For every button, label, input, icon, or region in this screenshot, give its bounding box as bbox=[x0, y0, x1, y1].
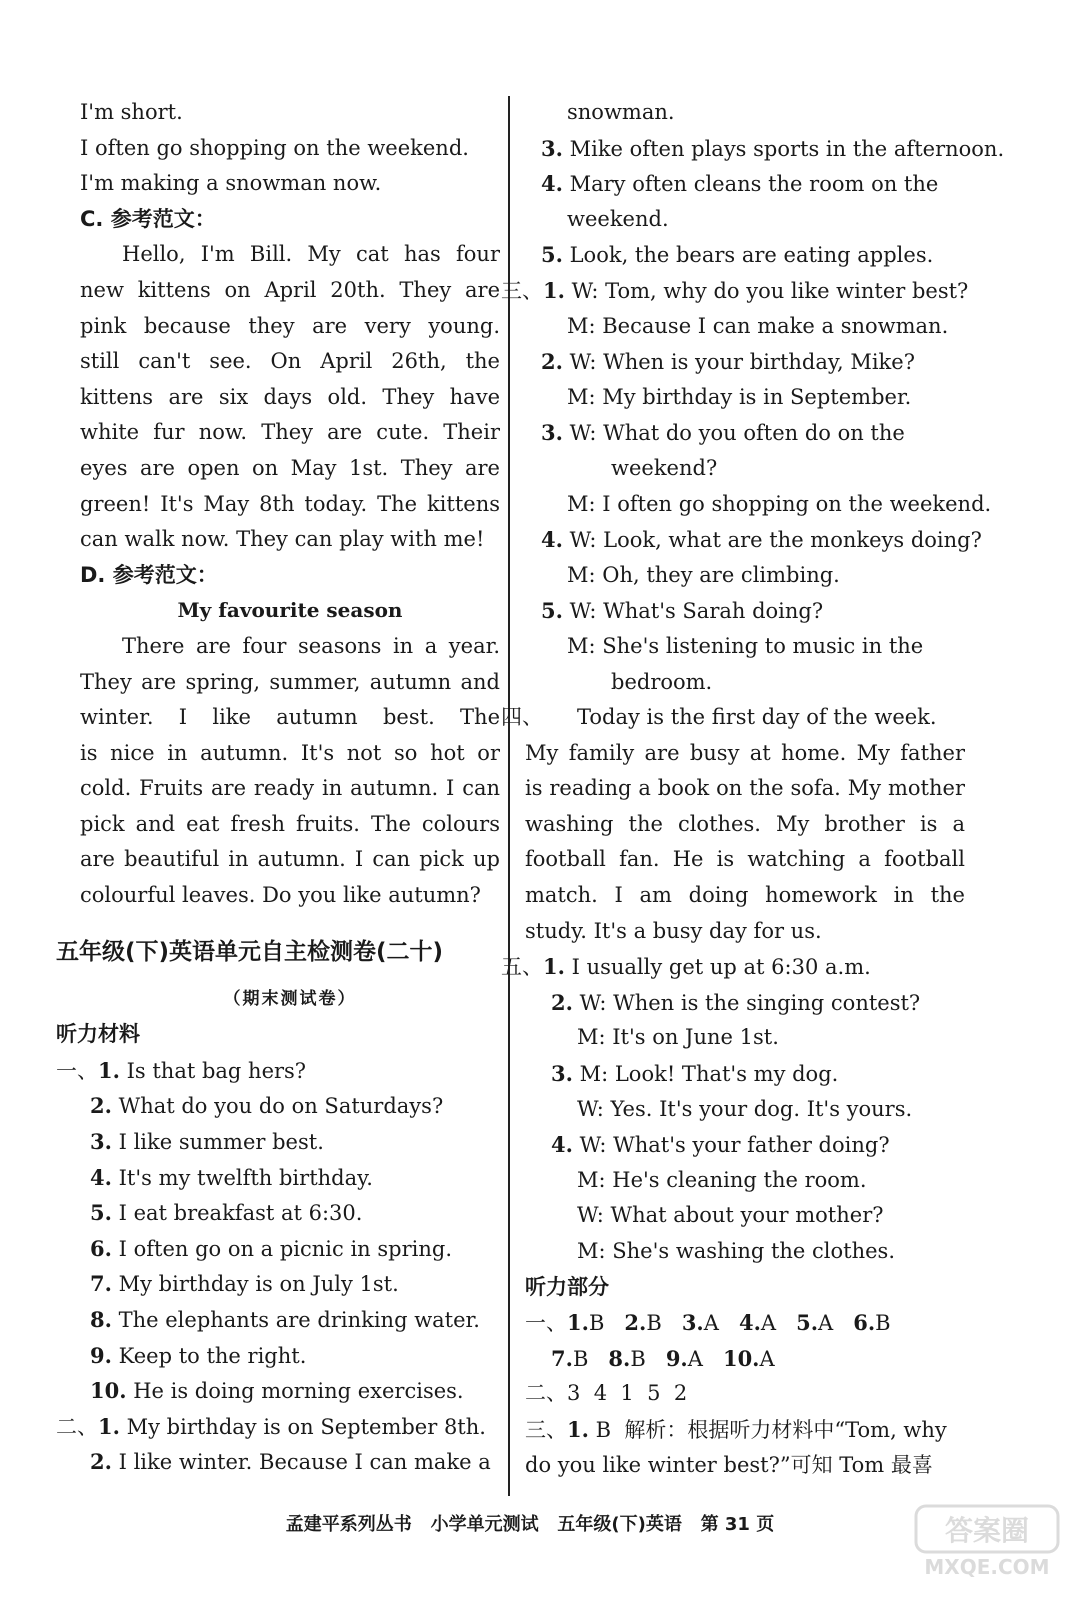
essay-c-line: can walk now. They can play with me! bbox=[80, 527, 485, 552]
list-item bbox=[80, 1444, 500, 1480]
dialogue-w: W: When is the singing contest? bbox=[572, 990, 921, 1015]
item-text: Is that bag hers? bbox=[119, 1058, 307, 1083]
item-number: 4. bbox=[551, 1132, 573, 1158]
item-text: He is doing morning exercises. bbox=[126, 1379, 464, 1404]
essay-c-line: eyes are open on May 1st. They are bbox=[80, 455, 500, 480]
section-label: 五、 bbox=[501, 955, 543, 980]
section-label: 三、 bbox=[501, 278, 543, 303]
answer-value: B bbox=[630, 1346, 646, 1371]
item-number: 2. bbox=[90, 1093, 112, 1119]
item-number: 4. bbox=[541, 527, 563, 553]
dialogue-w: W: What about your mother? bbox=[577, 1203, 884, 1228]
item-number: 2. bbox=[90, 1449, 112, 1475]
answer-row bbox=[525, 1305, 965, 1341]
essay-d-line: pick and eat fresh fruits. The colours bbox=[80, 811, 500, 836]
dialogue-w: W: What do you often do on the bbox=[562, 421, 905, 446]
answer-value: B bbox=[875, 1311, 891, 1336]
passage-line: match. I am doing homework in the bbox=[525, 883, 965, 908]
dialogue-w: W: What's your father doing? bbox=[572, 1133, 890, 1158]
item-number: 10. bbox=[90, 1378, 127, 1404]
watermark-url: MXQE.COM bbox=[924, 1555, 1050, 1579]
item-number: 5. bbox=[541, 242, 563, 268]
answer-value: A bbox=[818, 1311, 834, 1336]
answer-value: A bbox=[759, 1346, 775, 1371]
item-number: 1. bbox=[98, 1057, 120, 1083]
item-text: I eat breakfast at 6:30. bbox=[111, 1201, 363, 1226]
dialogue-item bbox=[525, 344, 965, 380]
section-label: 一、 bbox=[525, 1311, 567, 1336]
item-text: I usually get up at 6:30 a.m. bbox=[564, 955, 871, 980]
essay-d-line: colourful leaves. Do you like autumn? bbox=[80, 883, 481, 908]
essay-d-title: My favourite season bbox=[177, 598, 403, 623]
answer-number: 9. bbox=[665, 1345, 688, 1371]
dialogue-cont: bedroom. bbox=[611, 669, 713, 694]
essay-c-line: green! It's May 8th today. The kittens bbox=[80, 491, 500, 516]
item-number: 5. bbox=[541, 598, 563, 624]
watermark-logo bbox=[912, 1502, 1062, 1582]
item-text: It's my twelfth birthday. bbox=[111, 1165, 373, 1190]
item-number: 1. bbox=[543, 277, 565, 303]
answer-explanation: 解析：根据听力材料中“Tom, why bbox=[611, 1417, 947, 1442]
answer-row bbox=[525, 1412, 965, 1448]
answer-value: B bbox=[572, 1346, 589, 1371]
answer-number: 1. bbox=[567, 1310, 589, 1336]
item-number: 9. bbox=[90, 1342, 112, 1368]
text-line: snowman. bbox=[567, 100, 675, 124]
item-text: Look, the bears are eating apples. bbox=[562, 243, 934, 268]
essay-c-line: new kittens on April 20th. They are bbox=[80, 277, 500, 302]
essay-c-line: white fur now. They are cute. Their bbox=[80, 420, 500, 445]
watermark-label: 答案圈 bbox=[944, 1514, 1030, 1547]
item-text: I like winter. Because I can make a bbox=[111, 1450, 491, 1475]
dialogue-m: M: She's listening to music in the bbox=[567, 633, 924, 658]
item-number: 2. bbox=[551, 989, 573, 1015]
dialogue-item bbox=[525, 1056, 965, 1092]
item-number: 3. bbox=[541, 135, 563, 161]
item-text: What do you do on Saturdays? bbox=[111, 1094, 444, 1119]
item-number: 6. bbox=[90, 1235, 112, 1261]
answer-number: 4. bbox=[738, 1310, 761, 1336]
item-number: 3. bbox=[551, 1061, 573, 1087]
answer-number: 8. bbox=[608, 1345, 631, 1371]
answer-explanation: do you like winter best?”可知 Tom 最喜 bbox=[525, 1452, 933, 1477]
listening-heading: 听力材料 bbox=[56, 1022, 140, 1047]
answer-number: 7. bbox=[551, 1345, 573, 1371]
answer-number: 2. bbox=[624, 1310, 647, 1336]
list-item bbox=[525, 131, 1005, 167]
answer-row bbox=[525, 1376, 965, 1412]
list-item bbox=[80, 1373, 500, 1409]
list-item bbox=[80, 1160, 500, 1196]
test-title: 五年级(下)英语单元自主检测卷(二十) bbox=[56, 938, 444, 965]
item-number: 4. bbox=[90, 1164, 112, 1190]
answer-value: B bbox=[646, 1311, 662, 1336]
list-item bbox=[525, 237, 965, 273]
item-text: Mike often plays sports in the afternoon. bbox=[562, 136, 1005, 161]
item-number: 4. bbox=[541, 171, 563, 197]
section-label: 二、 bbox=[56, 1414, 98, 1439]
essay-d-line: is nice in autumn. It's not so hot or bbox=[80, 740, 500, 765]
passage-line: My family are busy at home. My father bbox=[525, 740, 965, 765]
item-number: 7. bbox=[90, 1271, 112, 1297]
answer-value: A bbox=[760, 1311, 777, 1336]
test-subtitle: （期末测试卷） bbox=[223, 988, 357, 1009]
dialogue-m: M: Look! That's my dog. bbox=[572, 1062, 839, 1087]
dialogue-item bbox=[525, 415, 965, 451]
passage-line: study. It's a busy day for us. bbox=[525, 918, 822, 943]
section-label: 三、 bbox=[525, 1417, 567, 1442]
dialogue-m: M: Because I can make a snowman. bbox=[567, 313, 949, 338]
dialogue-item bbox=[525, 593, 965, 629]
passage-line bbox=[501, 700, 965, 736]
dialogue-m: M: I often go shopping on the weekend. bbox=[567, 491, 992, 516]
answer-value: A bbox=[687, 1346, 703, 1371]
item-text: My birthday is on September 8th. bbox=[119, 1414, 486, 1439]
page-footer: 孟建平系列丛书 小学单元测试 五年级(下)英语 第 31 页 bbox=[285, 1514, 775, 1535]
dialogue-m: M: He's cleaning the room. bbox=[577, 1167, 867, 1192]
dialogue-cont: weekend? bbox=[611, 455, 718, 480]
list-item bbox=[80, 1088, 500, 1124]
list-item bbox=[80, 1231, 500, 1267]
section-c-label: C. 参考范文： bbox=[80, 206, 216, 231]
section-label: 一、 bbox=[56, 1058, 98, 1083]
dialogue-w: W: Look, what are the monkeys doing? bbox=[562, 528, 982, 553]
essay-c-line: Hello, I'm Bill. My cat has four bbox=[122, 242, 500, 267]
essay-d-line: They are spring, summer, autumn and bbox=[80, 669, 500, 694]
dialogue-item bbox=[525, 522, 982, 558]
item-number: 3. bbox=[541, 420, 563, 446]
section-d-label: D. 参考范文： bbox=[80, 562, 218, 587]
answer-number: 5. bbox=[796, 1310, 819, 1336]
dialogue-item bbox=[525, 1127, 965, 1163]
item-text: I like summer best. bbox=[111, 1130, 324, 1155]
passage-text: Today is the first day of the week. bbox=[577, 705, 937, 730]
dialogue-m: M: It's on June 1st. bbox=[577, 1025, 779, 1050]
answer-row bbox=[525, 1341, 965, 1377]
answer-number: 1. bbox=[567, 1416, 589, 1442]
watermark-icon bbox=[912, 1502, 1062, 1582]
item-text: The elephants are drinking water. bbox=[111, 1308, 480, 1332]
list-item bbox=[80, 1195, 500, 1231]
list-item bbox=[80, 1338, 500, 1374]
text-line: weekend. bbox=[567, 206, 669, 231]
item-number: 1. bbox=[98, 1413, 120, 1439]
dialogue-w: W: Tom, why do you like winter best? bbox=[564, 278, 969, 303]
answer-number: 10. bbox=[722, 1345, 760, 1371]
item-number: 3. bbox=[90, 1129, 112, 1155]
dialogue-item bbox=[525, 985, 965, 1021]
list-item bbox=[56, 1409, 500, 1445]
essay-d-line: cold. Fruits are ready in autumn. I can bbox=[80, 776, 500, 801]
text-line: I'm short. bbox=[80, 100, 183, 124]
answers-heading: 听力部分 bbox=[525, 1274, 609, 1299]
passage-line: washing the clothes. My brother is a bbox=[525, 811, 965, 836]
text-line: I often go shopping on the weekend. bbox=[80, 135, 469, 160]
item-number: 2. bbox=[541, 349, 563, 375]
list-item bbox=[501, 949, 965, 985]
section-label: 二、 bbox=[525, 1381, 567, 1406]
item-text: Keep to the right. bbox=[111, 1343, 307, 1368]
item-number: 1. bbox=[543, 954, 565, 980]
essay-c-line: pink because they are very young. bbox=[80, 313, 500, 338]
text-line: I'm making a snowman now. bbox=[80, 171, 382, 196]
list-item bbox=[56, 1053, 500, 1089]
essay-d-line: winter. I like autumn best. The bbox=[80, 705, 500, 730]
dialogue-m: M: My birthday is in September. bbox=[567, 384, 912, 409]
essay-d-line: are beautiful in autumn. I can pick up bbox=[80, 847, 500, 872]
dialogue-w: W: Yes. It's your dog. It's yours. bbox=[577, 1096, 913, 1121]
dialogue-item bbox=[501, 273, 969, 309]
answer-value: 3 4 1 5 2 bbox=[567, 1381, 688, 1406]
item-number: 8. bbox=[90, 1307, 112, 1332]
dialogue-w: W: What's Sarah doing? bbox=[562, 599, 824, 624]
item-text: Mary often cleans the room on the bbox=[562, 172, 939, 197]
section-label: 四、 bbox=[501, 705, 543, 730]
essay-d-line: There are four seasons in a year. bbox=[122, 633, 500, 658]
essay-c-line: still can't see. On April 26th, the bbox=[80, 349, 500, 374]
dialogue-m: M: She's washing the clothes. bbox=[577, 1239, 896, 1263]
answer-number: 6. bbox=[853, 1310, 876, 1336]
item-number: 5. bbox=[90, 1200, 112, 1226]
passage-line: football fan. He is watching a football bbox=[525, 847, 965, 872]
answer-number: 3. bbox=[681, 1310, 704, 1336]
list-item bbox=[80, 1266, 500, 1302]
item-text: I often go on a picnic in spring. bbox=[111, 1236, 452, 1261]
list-item bbox=[80, 1124, 500, 1160]
answer-value: B bbox=[588, 1311, 605, 1336]
right-column bbox=[501, 95, 1005, 1483]
dialogue-w: W: When is your birthday, Mike? bbox=[562, 350, 915, 375]
left-column bbox=[56, 95, 500, 1480]
answer-value: A bbox=[703, 1311, 719, 1336]
passage-line: is reading a book on the sofa. My mother bbox=[525, 776, 965, 801]
answer-value: B bbox=[588, 1417, 612, 1442]
essay-c-line: kittens are six days old. They have bbox=[80, 384, 500, 409]
list-item bbox=[525, 166, 965, 202]
list-item bbox=[80, 1302, 500, 1338]
dialogue-m: M: Oh, they are climbing. bbox=[567, 562, 840, 587]
item-text: My birthday is on July 1st. bbox=[111, 1272, 399, 1297]
